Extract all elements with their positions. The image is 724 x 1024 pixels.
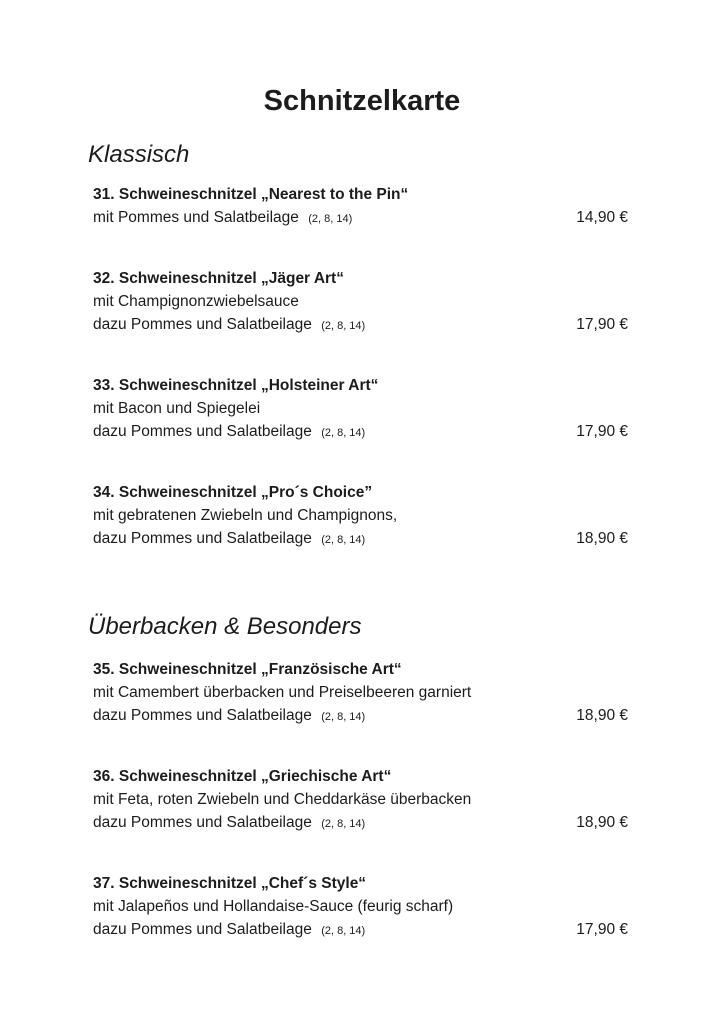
item-desc: mit gebratenen Zwiebeln und Champignons, (93, 507, 398, 524)
item-title: 36. Schweineschnitzel „Griechische Art“ (93, 768, 392, 785)
item-allergens: (2, 8, 14) (321, 925, 366, 937)
item-title: 35. Schweineschnitzel „Französische Art“ (93, 661, 402, 678)
item-price: 17,90 € (576, 921, 628, 938)
item-allergens: (2, 8, 14) (321, 534, 366, 546)
menu-item-32 (93, 267, 628, 338)
item-title: 33. Schweineschnitzel „Holsteiner Art“ (93, 377, 379, 394)
item-desc: mit Bacon und Spiegelei (93, 400, 261, 417)
item-desc: mit Jalapeños und Hollandaise-Sauce (feurig scharf) (93, 898, 454, 915)
item-title: 32. Schweineschnitzel „Jäger Art“ (93, 270, 344, 287)
menu-item-33 (93, 374, 628, 445)
item-desc-wrap (93, 420, 365, 445)
item-last-line (93, 527, 628, 552)
item-desc: mit Pommes und Salatbeilage (93, 209, 299, 226)
section-heading-ueberbacken: Überbacken & Besonders (88, 613, 362, 640)
menu-item-31 (93, 183, 628, 231)
item-desc: mit Camembert überbacken und Preiselbeeren garniert (93, 684, 472, 701)
section-heading-klassisch: Klassisch (88, 141, 190, 168)
item-price: 14,90 € (576, 209, 628, 226)
item-last-line (93, 313, 628, 338)
item-allergens: (2, 8, 14) (321, 711, 366, 723)
menu-item-34 (93, 481, 628, 552)
item-price: 17,90 € (576, 423, 628, 440)
item-desc-wrap (93, 527, 365, 552)
page-title: Schnitzelkarte (263, 85, 461, 117)
item-last-line (93, 206, 628, 231)
item-desc: dazu Pommes und Salatbeilage (93, 921, 312, 938)
menu-item-36 (93, 765, 628, 836)
item-allergens: (2, 8, 14) (321, 818, 366, 830)
item-price: 17,90 € (576, 316, 628, 333)
item-desc-wrap (93, 811, 365, 836)
item-desc: dazu Pommes und Salatbeilage (93, 814, 312, 831)
item-desc-wrap (93, 313, 365, 338)
item-desc-wrap (93, 918, 365, 943)
item-price: 18,90 € (576, 707, 628, 724)
item-allergens: (2, 8, 14) (308, 213, 353, 225)
menu-item-35 (93, 658, 628, 729)
item-last-line (93, 704, 628, 729)
item-last-line (93, 420, 628, 445)
menu-body (88, 140, 628, 943)
item-desc: mit Champignonzwiebelsauce (93, 293, 299, 310)
item-price: 18,90 € (576, 530, 628, 547)
item-desc-wrap (93, 206, 352, 231)
menu-item-37 (93, 872, 628, 943)
item-desc-wrap (93, 704, 365, 729)
item-desc: dazu Pommes und Salatbeilage (93, 530, 312, 547)
item-title: 34. Schweineschnitzel „Pro´s Choice” (93, 484, 373, 501)
item-allergens: (2, 8, 14) (321, 320, 366, 332)
item-allergens: (2, 8, 14) (321, 427, 366, 439)
item-desc: mit Feta, roten Zwiebeln und Cheddarkäse überbacken (93, 791, 472, 808)
item-desc: dazu Pommes und Salatbeilage (93, 316, 312, 333)
item-last-line (93, 918, 628, 943)
item-desc: dazu Pommes und Salatbeilage (93, 707, 312, 724)
item-price: 18,90 € (576, 814, 628, 831)
item-title: 37. Schweineschnitzel „Chef´s Style“ (93, 875, 367, 892)
item-desc: dazu Pommes und Salatbeilage (93, 423, 312, 440)
item-title: 31. Schweineschnitzel „Nearest to the Pin“ (93, 186, 409, 203)
item-last-line (93, 811, 628, 836)
